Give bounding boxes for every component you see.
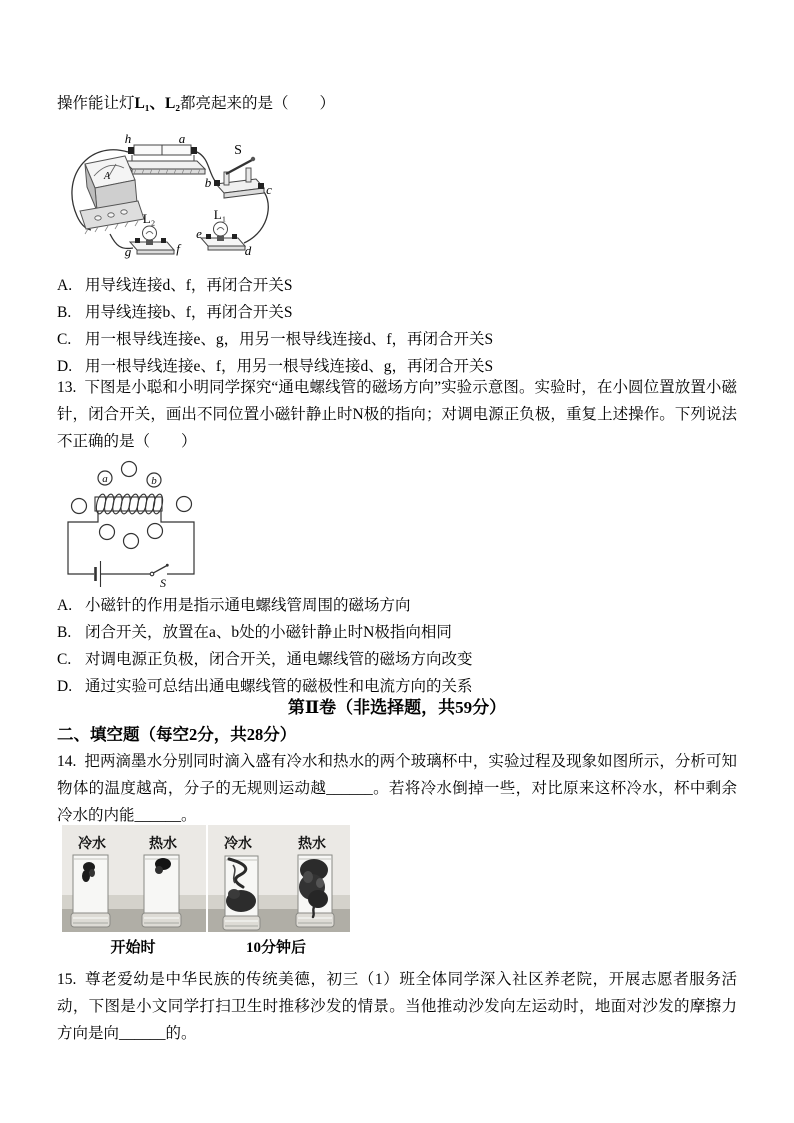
caption-start: 开始时 xyxy=(110,940,156,956)
option-text: 通过实验可总结出通电螺线管的磁极性和电流方向的关系 xyxy=(85,678,473,695)
label-hot-water-1: 热水 xyxy=(149,837,177,852)
q12-stem-prefix: 操作能让灯 xyxy=(57,95,135,112)
q12-stem-lamps: L₁、L₂ xyxy=(134,95,180,112)
q13-option-a xyxy=(57,592,737,619)
option-letter: B. xyxy=(57,304,72,321)
solenoid-figure xyxy=(55,449,255,594)
q12-option-b xyxy=(57,299,737,326)
compass-a-label: a xyxy=(102,473,108,485)
solenoid-coil xyxy=(95,493,164,514)
terminal-d-label: d xyxy=(244,243,252,258)
option-text: 用一根导线连接e、g，用另一根导线连接d、f，再闭合开关S xyxy=(85,331,494,348)
lamp-l2-label: L₂ xyxy=(142,211,156,226)
compass-b-label: b xyxy=(151,475,157,487)
compass-bottom xyxy=(124,534,139,549)
q13-stem-text: 下图是小聪和小明同学探究“通电螺线管的磁场方向”实验示意图。实验时，在小圆位置放置小磁针，闭合开关，画出不同位置小磁针静止时N极的指向；对调电源正负极，重复上述操作。下列说法不正确的是（ ） xyxy=(57,379,737,450)
q13-stem xyxy=(57,374,737,455)
compass-right xyxy=(177,497,192,512)
compass-left xyxy=(72,499,87,514)
caption-10min: 10分钟后 xyxy=(245,940,307,956)
option-text: 用导线连接d、f，再闭合开关S xyxy=(85,277,293,294)
q13-option-c xyxy=(57,646,737,673)
terminal-f-label: f xyxy=(176,241,180,256)
glass-cold-10min xyxy=(223,856,260,930)
q14-stem xyxy=(57,748,737,829)
option-letter: A. xyxy=(57,597,73,614)
option-letter: D. xyxy=(57,678,73,695)
q12-options xyxy=(57,272,737,380)
section2-title: 第Ⅱ卷（非选择题，共59分） xyxy=(287,698,507,717)
knife-switch xyxy=(150,564,169,590)
label-cold-water-2: 冷水 xyxy=(224,837,252,852)
battery xyxy=(96,561,101,587)
option-letter: A. xyxy=(57,277,73,294)
label-hot-water-2: 热水 xyxy=(298,837,326,852)
q15-number: 15. xyxy=(57,971,77,988)
q15-stem xyxy=(57,966,737,1047)
ammeter-dial-label: A xyxy=(103,171,111,182)
terminal-b-label: b xyxy=(204,175,212,190)
q14-number: 14. xyxy=(57,753,77,770)
label-cold-water-1: 冷水 xyxy=(78,837,106,852)
q12-stem xyxy=(57,90,737,117)
compass-bottom-left xyxy=(100,525,115,540)
option-letter: D. xyxy=(57,358,73,375)
terminal-e-label: e xyxy=(196,226,202,241)
q14-stem-text: 把两滴墨水分别同时滴入盛有冷水和热水的两个玻璃杯中，实验过程及现象如图所示，分析可知物体的温度越高，分子的无规则运动越______。若将冷水倒掉一些，对比原来这杯冷水，杯中剩余冷水的内能______。 xyxy=(57,753,737,824)
ink-diffusion-photo xyxy=(62,825,350,957)
option-text: 对调电源正负极，闭合开关，通电螺线管的磁场方向改变 xyxy=(85,651,473,668)
option-letter: C. xyxy=(57,331,72,348)
option-text: 闭合开关，放置在a、b处的小磁针静止时N极指向相同 xyxy=(85,624,452,641)
q13-options xyxy=(57,592,737,700)
lamp-l1 xyxy=(196,207,252,258)
section2-subtitle: 二、填空题（每空2分，共28分） xyxy=(57,725,297,744)
solenoid-switch-label: S xyxy=(160,576,166,590)
q13-option-b xyxy=(57,619,737,646)
q12-option-a xyxy=(57,272,737,299)
glass-hot-start xyxy=(142,855,181,927)
compass-bottom-right xyxy=(148,524,163,539)
compass-top xyxy=(122,462,137,477)
rheostat xyxy=(124,134,205,174)
terminal-g-label: g xyxy=(124,244,132,259)
option-text: 小磁针的作用是指示通电螺线管周围的磁场方向 xyxy=(85,597,411,614)
q15-stem-text: 尊老爱幼是中华民族的传统美德，初三（1）班全体同学深入社区养老院，开展志愿者服务活动，下图是小文同学打扫卫生时推移沙发的情景。当他推动沙发向左运动时，地面对沙发的摩擦力方向是向______的。 xyxy=(57,971,737,1042)
q12-option-c xyxy=(57,326,737,353)
option-letter: B. xyxy=(57,624,72,641)
terminal-c-label: c xyxy=(266,182,272,197)
lamp-l1-label: L₁ xyxy=(213,207,227,222)
switch-s-label: S xyxy=(234,143,242,158)
circuit-figure xyxy=(58,134,294,266)
switch xyxy=(205,143,272,198)
option-letter: C. xyxy=(57,651,72,668)
option-text: 用导线连接b、f，再闭合开关S xyxy=(85,304,293,321)
q12-stem-suffix: 都亮起来的是（ ） xyxy=(180,95,336,112)
terminal-a-label: a xyxy=(178,134,186,146)
option-text: 用一根导线连接e、f，用另一根导线连接d、g，再闭合开关S xyxy=(85,358,494,375)
terminal-h-label: h xyxy=(124,134,132,146)
glass-hot-10min xyxy=(296,855,334,927)
glass-cold-start xyxy=(71,855,110,927)
q13-number: 13. xyxy=(57,379,77,396)
